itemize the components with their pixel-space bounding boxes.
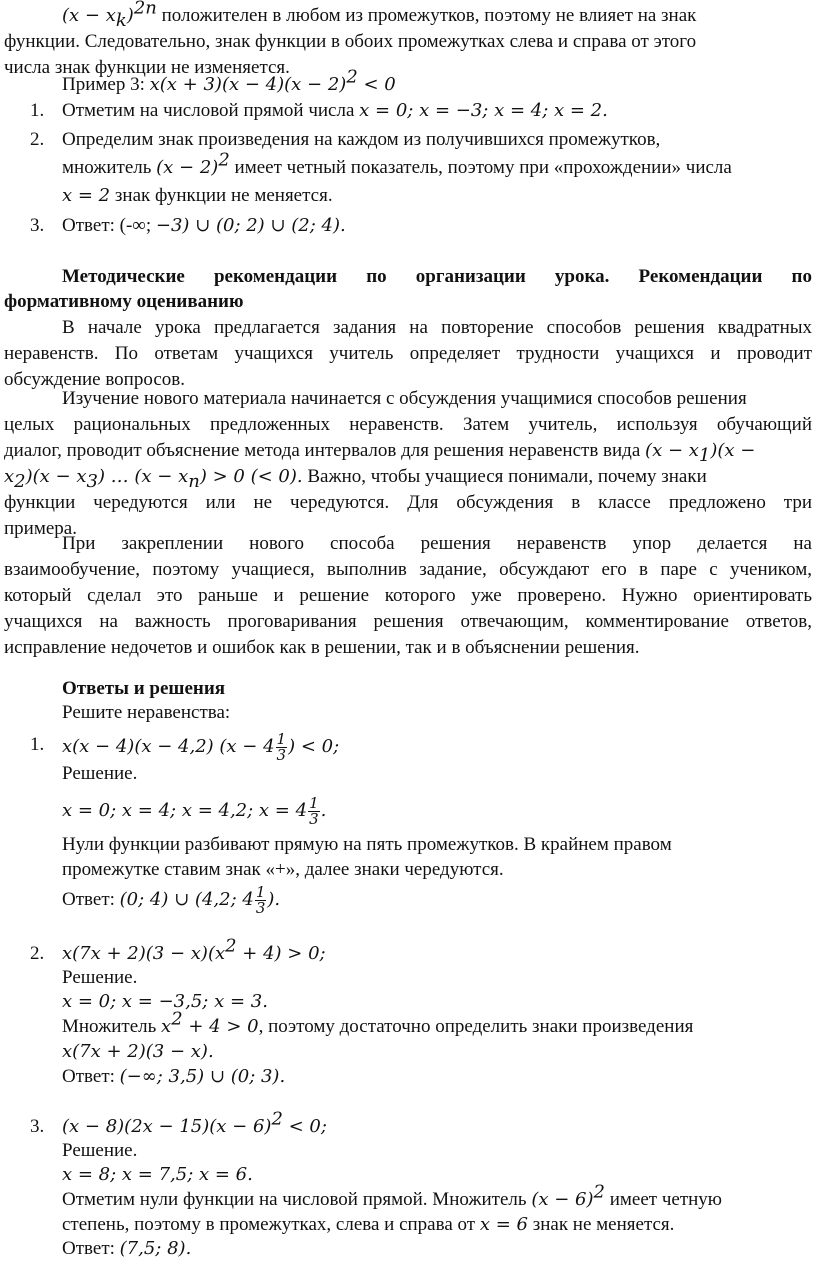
solution-label: Решение.: [62, 967, 138, 988]
method-paragraph-1: В начале урока предлагается задания на повторение способов решения квадратных неравенств. По ответам учащихся учитель определяет трудности учащихся и проводит обсуждение вопросов.: [4, 317, 812, 390]
problem-2-explanation-2: x(7x + 2)(3 − x).: [62, 1041, 214, 1062]
problem-3-explanation-1: Отметим нули функции на числовой прямой. Множитель $(x - 6)^2$ имеет четную: [62, 1181, 722, 1210]
problem-3-zeros: x = 8; x = 7,5; x = 6.: [62, 1164, 253, 1185]
problem-1-explanation-1: Нули функции разбивают прямую на пять промежутков. В крайнем правом: [62, 834, 672, 855]
intro-line-2: функции. Следовательно, знак функции в обоих промежутках слева и справа от этого: [4, 31, 697, 52]
problem-1-explanation-2: промежутке ставим знак «+», далее знаки чередуются.: [62, 859, 504, 880]
solution-label: Решение.: [62, 1140, 138, 1161]
answers-heading: Ответы и решения: [62, 678, 226, 699]
method-paragraph-3: При закреплении нового способа решения неравенств упор делается на взаимообучение, поэтому учащиеся, выполнив задание, обсуждают его в паре с учеником, который сделал это раньше и решение которого уже проверено. Нужно ориентировать учащихся на важность проговаривания решения отвечающим, комментирование ответов, исправление недочетов и ошибок как в решении, так и в объяснении решения.: [4, 533, 812, 658]
problem-3-explanation-2: степень, поэтому в промежутках, слева и справа от x = 6 знак не меняется.: [62, 1214, 675, 1235]
problem-3-task: $(x - 8)(2x - 15)(x - 6)^2 < 0$;: [62, 1108, 327, 1137]
problem-1-zeros: x = 0; x = 4; x = 4,2; x = 4 $\frac{1}{3}$ .: [62, 794, 327, 828]
method-heading-line-2: формативному оцениванию: [4, 291, 244, 312]
fraction: $\frac{1}{3}$: [255, 883, 266, 917]
method-paragraph-2: Изучение нового материала начинается с обсуждения учащимися способов решения целых рациональных предложенных неравенств. Затем учитель, используя обучающий диалог, проводит объяснение метода интервалов для решения неравенств вида $(x - x_1)(x$ − $x_2)(x - x_3)$ … $(x - x_n) > 0$ (< 0). Важно, чтобы учащиеся понимали, почему знаки функции чередуются или не чередуются. Для обсуждения в классе предложено три примера.: [4, 388, 812, 539]
problem-2-answer: Ответ: (−∞; 3,5) ∪ (0; 3).: [62, 1066, 286, 1087]
intro-line-3: числа знак функции не изменяется.: [4, 57, 290, 78]
intro-paragraph: [4, 0, 812, 81]
fraction: $\frac{1}{3}$: [309, 794, 319, 828]
fraction: $\frac{1}{3}$: [276, 730, 287, 764]
solution-label: Решение.: [62, 763, 138, 784]
answers-intro: Решите неравенства:: [62, 702, 231, 723]
intro-line-1: $(x - x_k)^{2n}$ положителен в любом из промежутков, поэтому не влияет на знак: [62, 0, 697, 31]
problem-2-explanation-1: Множитель $x^2 + 4 > 0$, поэтому достаточно определить знаки произведения: [62, 1008, 694, 1037]
problem-2-zeros: x = 0; x = −3,5; x = 3.: [62, 991, 268, 1012]
example-3-heading: Пример 3: $x(x + 3)(x - 4)(x - 2)^2 < 0$: [62, 66, 396, 95]
method-heading-line-1: Методические рекомендации по организации урока. Рекомендации по: [62, 266, 812, 287]
problem-1-answer: Ответ: (0; 4) ∪ (4,2; 4 $\frac{1}{3}$ ).: [62, 883, 281, 917]
problem-1-task: x(x − 4)(x − 4,2) (x − 4 $\frac{1}{3}$ ) < 0;: [62, 730, 340, 764]
problem-2-task: $x(7x + 2)(3 - x)(x^2 + 4) > 0$;: [62, 935, 326, 964]
problem-3-answer: Ответ: (7,5; 8).: [62, 1238, 192, 1259]
